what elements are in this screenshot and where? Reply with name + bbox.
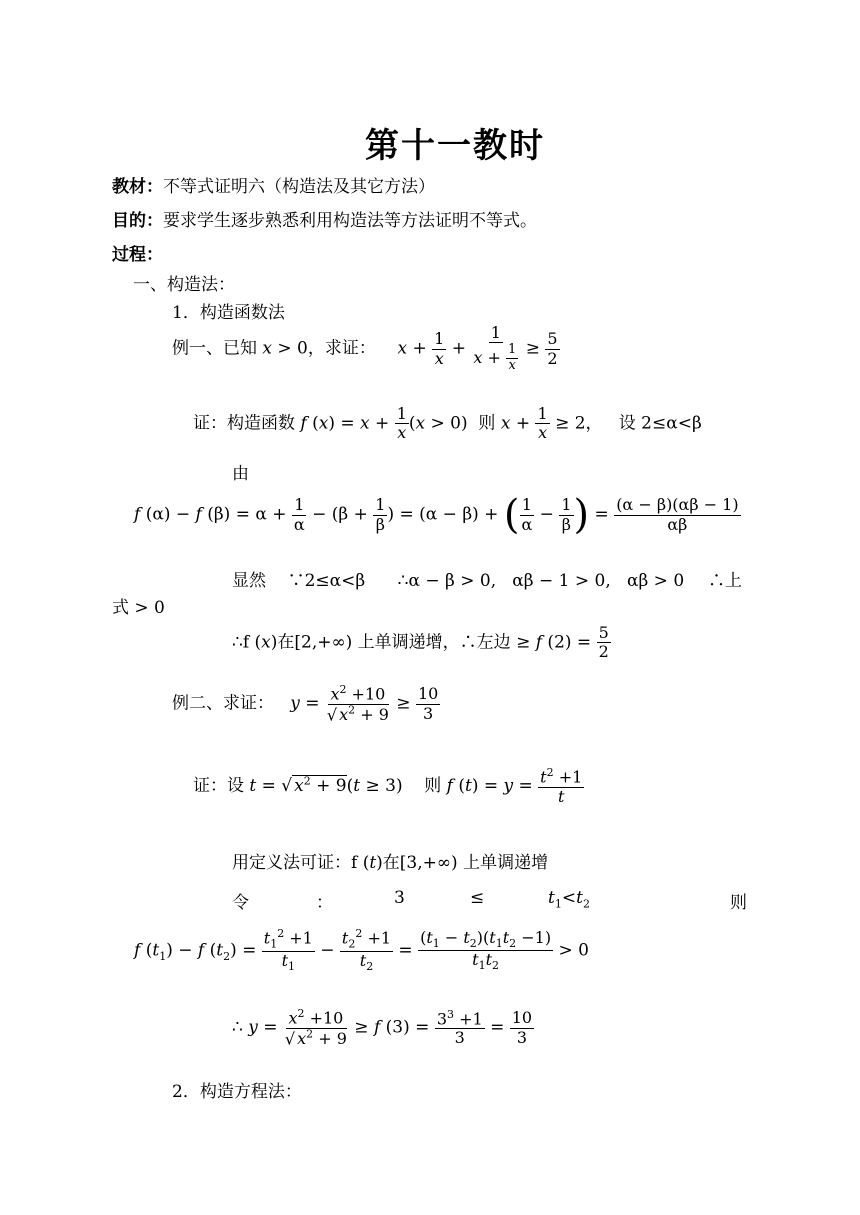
conclusion-2: ∴ y = $\frac{x^2 +10}{√ x^2 + 9}$ ≥ f (3) = $\frac{3^3 +1}{3}$ = $\frac{10}{3}$ bbox=[232, 1007, 533, 1049]
material-text: 不等式证明六（构造法及其它方法） bbox=[163, 177, 435, 197]
difference-formula: f (α) − f (β) = α + $\frac{1}{\alpha}$ − (β + $\frac{1}{\beta}$ ) = (α − β) + ( $\frac{1}{\alpha}$ − $\frac{1}{\beta}$ ) = $\frac{(\alpha - \beta)(\alpha\beta - 1)}{\alpha\beta}$ bbox=[134, 492, 739, 538]
definition-pre: 用定义法可证：f ( bbox=[232, 853, 370, 873]
material-label: 教材： bbox=[112, 177, 163, 197]
monotone-1-mid: )在[2,+∞) 上单调递增，∴左边 ≥ bbox=[270, 632, 531, 653]
goal-label: 目的： bbox=[112, 211, 163, 231]
ling-colon: ： bbox=[316, 893, 333, 913]
ling-le: ≤ bbox=[470, 888, 485, 908]
page-title: 第十一教时 bbox=[365, 126, 545, 166]
definition-line: 用定义法可证：f (t)在[3,+∞) 上单调递增 bbox=[232, 853, 549, 873]
monotone-1: ∴f (x)在[2,+∞) 上单调递增，∴左边 ≥ f (2) = $\frac{5}{2}$ bbox=[232, 623, 609, 662]
example-1-label: 例一、已知 bbox=[172, 338, 257, 359]
example-2: 例二、求证： y = $\frac{x^2 +10}{√ x^2 + 9}$ ≥ $\frac{10}{3}$ bbox=[172, 683, 439, 725]
obvious-line: 显然 ∵2≤α<β ∴α − β > 0, αβ − 1 > 0, αβ > 0 bbox=[232, 571, 685, 591]
obvious-label: 显然 bbox=[232, 571, 266, 591]
proof-2: 证：设 t = √ $x^2 + 9(t \ge 3)$ 则 f (t) = y = $\frac{t^2 +1}{t}$ bbox=[193, 766, 583, 806]
material-line bbox=[112, 172, 435, 197]
ling-t1-t2: $t_1<t_2$ bbox=[548, 888, 590, 911]
proof-1-assume: 设 2≤α<β bbox=[618, 413, 702, 434]
ling-label: 令 bbox=[232, 893, 249, 913]
ling-three: 3 bbox=[394, 888, 405, 908]
example-2-label: 例二、求证： bbox=[172, 693, 274, 714]
shi-line: 式 > 0 bbox=[112, 598, 165, 618]
proof-1: 证：构造函数 f (x) = x + $\frac{1}{x}$ (x > 0) 则 x + $\frac{1}{x}$ ≥ 2， 设 2≤α<β bbox=[193, 404, 702, 443]
process-label: 过程： bbox=[112, 245, 163, 265]
you-text: 由 bbox=[232, 464, 249, 484]
goal-line bbox=[112, 206, 537, 231]
example-1-qiuzheng: ，求证： bbox=[307, 338, 376, 359]
ling-ze: 则 bbox=[730, 893, 747, 913]
monotone-1-pre: ∴f ( bbox=[232, 632, 262, 653]
subsection-heading-2: 2．构造方程法： bbox=[172, 1082, 302, 1102]
goal-text: 要求学生逐步熟悉利用构造法等方法证明不等式。 bbox=[163, 211, 537, 231]
proof-2-label: 证：设 bbox=[193, 776, 244, 797]
example-1: 例一、已知 x > 0，求证： x + $\frac{1}{x}$ + 1 x + $\frac{1}{x}$ ≥ $\frac{5}{2}$ bbox=[172, 323, 558, 374]
proof-1-ze: 则 bbox=[478, 413, 496, 434]
proof-1-label: 证：构造函数 bbox=[193, 413, 295, 434]
proof-2-ze: 则 bbox=[424, 776, 442, 797]
section-heading: 一、构造法： bbox=[133, 275, 235, 295]
shi-label: 式 bbox=[112, 598, 129, 618]
definition-mid: )在[3,+∞) 上单调递增 bbox=[376, 853, 549, 873]
therefore-shang: ∴上 bbox=[708, 571, 742, 591]
difference-formula-2: f $(t_1) - f$ $(t_2)$ = $\frac{t_1^2 +1}{t_1}$ − $\frac{t_2^2 +1}{t_2}$ = $\frac{(t_1 - t_2)(t_1t_2 -1)}{t_1t_2}$ > 0 bbox=[134, 927, 589, 974]
subsection-heading: 1．构造函数法 bbox=[172, 303, 285, 323]
